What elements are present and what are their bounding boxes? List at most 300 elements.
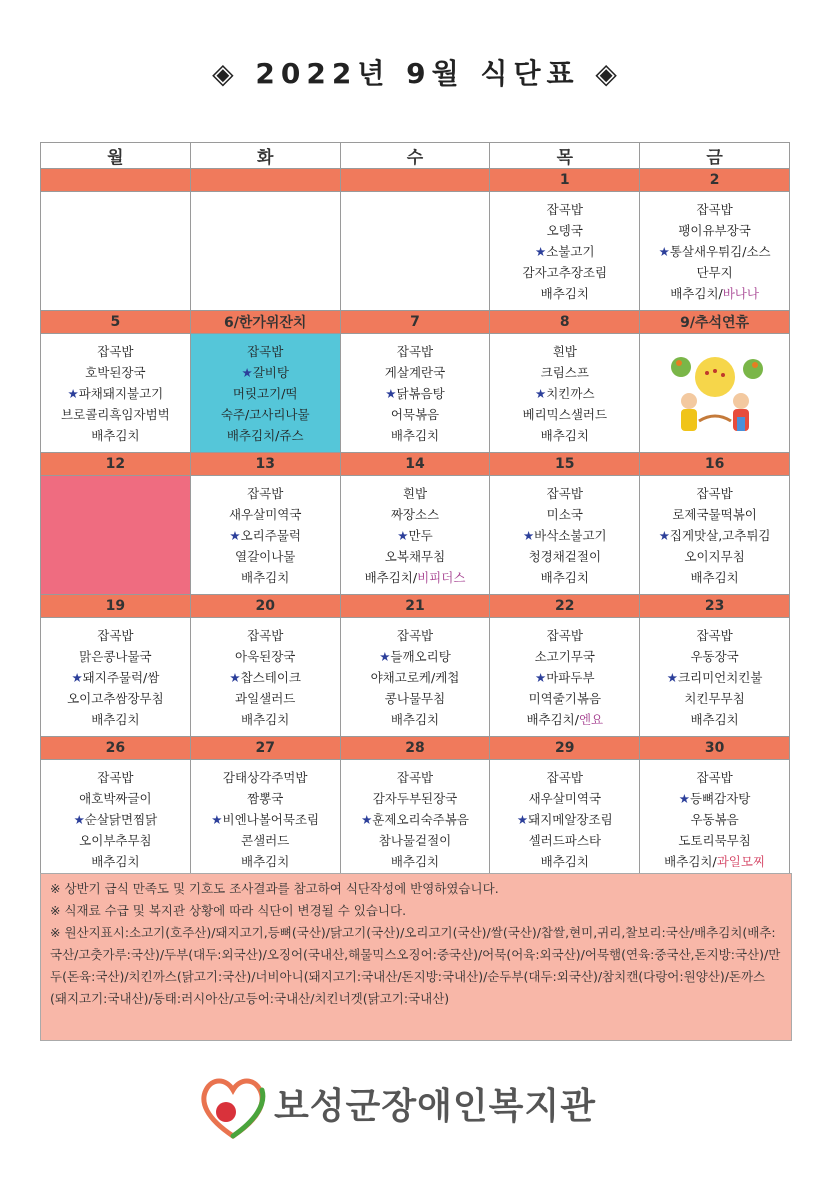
menu-cell [640,618,790,737]
menu-item-text: 잡곡밥 [696,485,733,501]
menu-item [640,646,789,667]
menu-item [490,788,639,809]
menu-item [341,788,490,809]
menu-item-text: 배추김치 [690,569,739,585]
menu-item-text: 훈제오리숙주볶음 [372,811,469,827]
menu-item-text: 야채고로케/케첩 [370,669,460,685]
menu-item-text: 잡곡밥 [546,627,583,643]
menu-item [490,383,639,404]
menu-cell [190,334,340,453]
menu-cell [190,476,340,595]
menu-item-text: 오뎅국 [546,222,583,238]
menu-item [490,425,639,446]
menu-item [191,504,340,525]
menu-cell [190,192,340,311]
menu-item-text: 청경채겉절이 [528,548,602,564]
date-cell: 15 [490,453,640,476]
menu-item [490,809,639,830]
date-cell: 30 [640,737,790,760]
menu-item-text: 돼지메알장조림 [528,811,613,827]
menu-cell [640,334,790,453]
menu-item [41,809,190,830]
star-icon: ★ [229,527,241,543]
heart-logo-icon [196,1072,270,1142]
menu-item-text: 오이지무침 [684,548,745,564]
menu-item-text: 잡곡밥 [396,343,434,359]
menu-item [191,567,340,588]
menu-item [490,709,639,730]
menu-item [341,688,490,709]
date-cell: 12 [41,453,191,476]
menu-item-text: 배추김치 [540,427,589,443]
date-cell: 7 [340,311,490,334]
menu-item-text: 호박된장국 [85,364,146,380]
menu-cell [340,476,490,595]
menu-item [191,646,340,667]
menu-item [41,625,190,646]
date-cell: 5 [41,311,191,334]
date-row [41,169,790,192]
menu-item-text: 로제국물떡볶이 [672,506,757,522]
menu-item-text: 소고기무국 [534,648,595,664]
menu-item [640,830,789,851]
menu-item [41,667,190,688]
date-cell: 13 [190,453,340,476]
page-title: ◈ 2022년 9월 식단표 ◈ [212,57,623,90]
menu-item [341,851,490,872]
date-cell: 27 [190,737,340,760]
menu-item [490,667,639,688]
menu-item-text: 팽이유부장국 [678,222,751,238]
menu-item-dessert: 비피더스 [417,569,466,585]
menu-item-text: 배추김치 [540,569,589,585]
menu-item-text: 파채돼지불고기 [78,385,164,401]
date-cell: 9/추석연휴 [640,311,790,334]
menu-item-dessert: 과일모찌 [716,853,765,869]
menu-item-text: 배추김치 [241,711,290,727]
menu-item [191,362,340,383]
menu-item-text: 잡곡밥 [247,485,284,501]
menu-item-text: 잡곡밥 [97,343,134,359]
menu-item-text: 미소국 [546,506,583,522]
menu-cell [490,476,640,595]
menu-item-text: 우동볶음 [690,811,739,827]
menu-item-text: 배추김치/쥬스 [226,427,304,443]
menu-item [640,567,789,588]
menu-item [41,404,190,425]
menu-item [41,341,190,362]
menu-item [191,788,340,809]
menu-item-text: 잡곡밥 [247,343,284,359]
menu-item-text: 배추김치/ [364,569,418,585]
menu-item-text: 배추김치 [241,569,290,585]
menu-item-text: 콩나물무침 [384,690,446,706]
menu-item-text: 치킨까스 [546,385,595,401]
star-icon: ★ [658,243,670,259]
menu-item [341,646,490,667]
menu-item-text: 오리주물럭 [240,527,301,543]
date-cell: 8 [490,311,640,334]
menu-item-text: 마파두부 [546,669,595,685]
menu-item [191,383,340,404]
menu-cell [190,760,340,879]
menu-item-text: 도토리묵무침 [678,832,751,848]
date-cell: 28 [340,737,490,760]
star-icon: ★ [522,527,535,543]
menu-item [41,646,190,667]
menu-item [341,667,490,688]
star-icon: ★ [379,648,391,664]
menu-cell [41,334,191,453]
menu-item [490,688,639,709]
menu-item [191,709,340,730]
menu-item [490,404,639,425]
menu-item [41,709,190,730]
date-cell: 2 [640,169,790,192]
date-cell: 1 [490,169,640,192]
date-cell: 21 [340,595,490,618]
menu-item [191,688,340,709]
menu-item [640,525,789,546]
menu-item-text: 새우살미역국 [228,506,302,522]
menu-item [490,241,639,262]
weekday-header: 수 [340,143,490,169]
menu-item-text: 통살새우튀김/소스 [669,243,771,259]
menu-item-text: 짬뽕국 [247,790,284,806]
menu-item-text: 배추김치/ [670,285,723,301]
star-icon: ★ [67,385,79,401]
menu-item [341,525,490,546]
org-name: 보성군장애인복지관 [274,1086,596,1127]
menu-item-text: 집게맛살,고추튀김 [669,527,771,543]
menu-item [41,830,190,851]
menu-item-text: 잡곡밥 [696,627,733,643]
star-icon: ★ [397,527,409,543]
menu-item-text: 어묵볶음 [390,406,440,422]
menu-item [640,667,789,688]
menu-item [640,283,789,304]
date-cell [41,169,191,192]
menu-item-text: 숙주/고사리나물 [220,406,310,422]
menu-cell [490,192,640,311]
menu-item-text: 배추김치 [91,427,140,443]
menu-item [341,362,490,383]
menu-cell [41,760,191,879]
menu-item [640,625,789,646]
menu-cell [340,334,490,453]
menu-item [640,709,789,730]
menu-item-text: 잡곡밥 [546,485,583,501]
menu-item [341,425,490,446]
menu-item [341,767,490,788]
menu-item-text: 맑은콩나물국 [79,648,152,664]
menu-item-text: 순살닭면찜닭 [84,811,158,827]
menu-item-text: 게살계란국 [384,364,446,380]
menu-item-text: 베리믹스샐러드 [522,406,608,422]
menu-item-text: 열갈이나물 [235,548,296,564]
weekday-header: 화 [190,143,340,169]
menu-item [490,362,639,383]
menu-item [490,830,639,851]
menu-item [341,709,490,730]
menu-item [490,546,639,567]
note-line: ※ 식재료 수급 및 복지관 상황에 따라 식단이 변경될 수 있습니다. [50,903,407,918]
menu-item [490,525,639,546]
date-cell: 6/한가위잔치 [190,311,340,334]
menu-item-text: 감자고추장조림 [522,264,608,280]
menu-item-text: 크림스프 [540,364,589,380]
menu-item [490,283,639,304]
menu-item [640,767,789,788]
menu-item [640,688,789,709]
menu-item [41,362,190,383]
menu-item-text: 단무지 [696,264,733,280]
menu-item-text: 흰밥 [402,485,428,501]
menu-row [41,192,790,311]
menu-item-text: 우동장국 [690,648,739,664]
menu-item-text: 머릿고기/떡 [232,385,298,401]
date-cell [340,169,490,192]
menu-item [341,504,490,525]
menu-item [490,567,639,588]
menu-row [41,334,790,453]
menu-item-text: 감자두부된장국 [372,790,458,806]
menu-item [640,788,789,809]
menu-item-text: 배추김치 [91,711,140,727]
menu-item-text: 과일샐러드 [235,690,296,706]
star-icon: ★ [73,811,85,827]
menu-item-text: 등뼈감자탕 [690,790,751,806]
menu-item-text: 잡곡밥 [696,201,733,217]
menu-item [640,241,789,262]
menu-item-text: 소불고기 [546,243,595,259]
menu-item-text: 만두 [408,527,433,543]
menu-item-text: 참나물겉절이 [378,832,452,848]
menu-item-text: 찹스테이크 [240,669,301,685]
menu-calendar-table [40,142,790,879]
weekday-header-row [41,143,790,169]
date-cell: 19 [41,595,191,618]
menu-item-text: 비엔나볼어묵조림 [222,811,320,827]
menu-item [640,504,789,525]
menu-item [191,625,340,646]
date-cell: 23 [640,595,790,618]
menu-item-text: 오복채무침 [384,548,446,564]
menu-item-text: 돼지주물럭/쌈 [82,669,160,685]
menu-item [41,383,190,404]
menu-item-text: 배추김치/ [664,853,717,869]
note-line: ※ 상반기 급식 만족도 및 기호도 조사결과를 참고하여 식단작성에 반영하였습니다. [50,881,499,896]
weekday-header: 월 [41,143,191,169]
menu-item [490,646,639,667]
menu-item [41,851,190,872]
star-icon: ★ [535,385,547,401]
menu-cell [340,192,490,311]
menu-item-text: 배추김치 [390,711,440,727]
menu-item [191,667,340,688]
menu-item [341,830,490,851]
star-icon: ★ [535,243,547,259]
menu-item-text: 잡곡밥 [97,627,134,643]
menu-item [191,546,340,567]
menu-item [640,262,789,283]
menu-item-text: 잡곡밥 [396,627,434,643]
menu-item [490,341,639,362]
weekday-header: 금 [640,143,790,169]
menu-item [341,625,490,646]
menu-item [640,851,789,872]
menu-item-text: 배추김치 [241,853,290,869]
menu-item-text: 오이부추무침 [79,832,152,848]
menu-item-text: 크리미언치킨불 [677,669,763,685]
date-row [41,595,790,618]
menu-item [191,830,340,851]
menu-cell [640,192,790,311]
menu-cell [41,476,191,595]
star-icon: ★ [241,364,253,380]
menu-item [191,767,340,788]
menu-item-text: 치킨무무침 [684,690,745,706]
menu-item-text: 들깨오리탕 [390,648,451,664]
menu-item [640,546,789,567]
menu-item-text: 바삭소불고기 [534,527,607,543]
menu-cell [640,760,790,879]
star-icon: ★ [71,669,83,685]
menu-item [341,341,490,362]
menu-row [41,618,790,737]
menu-item-dessert: 엔요 [578,711,604,727]
star-icon: ★ [516,811,529,827]
menu-item-text: 잡곡밥 [546,769,583,785]
menu-cell [41,618,191,737]
menu-item [341,483,490,504]
chuseok-holiday-illustration [655,351,775,435]
menu-item-text: 잡곡밥 [97,769,134,785]
date-cell: 20 [190,595,340,618]
menu-item-text: 배추김치 [690,711,739,727]
menu-item-text: 콘샐러드 [241,832,290,848]
menu-item-text: 잡곡밥 [247,627,284,643]
menu-item [341,567,490,588]
menu-cell [190,618,340,737]
menu-item-text: 배추김치 [390,853,440,869]
menu-item [191,525,340,546]
menu-cell [640,476,790,595]
star-icon: ★ [666,669,678,685]
date-cell: 29 [490,737,640,760]
menu-item [490,767,639,788]
menu-item [490,625,639,646]
menu-item [191,809,340,830]
menu-item [41,425,190,446]
menu-item-text: 셀러드파스타 [528,832,602,848]
menu-item-text: 감태상각주먹밥 [222,769,308,785]
menu-cell [41,192,191,311]
menu-item-text: 흰밥 [552,343,577,359]
menu-item [490,483,639,504]
weekday-header: 목 [490,143,640,169]
menu-cell [340,618,490,737]
menu-item [490,199,639,220]
date-row [41,453,790,476]
menu-item-text: 아욱된장국 [235,648,296,664]
menu-item [41,767,190,788]
menu-cell [490,334,640,453]
star-icon: ★ [658,527,670,543]
menu-item [191,341,340,362]
menu-item [341,404,490,425]
menu-cell [340,760,490,879]
date-row [41,311,790,334]
menu-item-text: 잡곡밥 [396,769,434,785]
star-icon: ★ [535,669,547,685]
menu-item-text: 배추김치 [540,853,589,869]
menu-item [490,851,639,872]
menu-item-text: 애호박짜글이 [79,790,152,806]
note-line: ※ 원산지표시:소고기(호주산)/돼지고기,등뼈(국산)/닭고기(국산)/오리고기(국산)/쌀(국산)/찹쌀,현미,귀리,찰보리:국산/배추김치(배추:국산/고춧가루:국산)/두부(대두:외국산)/오징어(국내산,해물믹스오징어:중국산)/어묵(어육:외국산)/어묵햄(연육:중국산,돈지방:국산)/만두(돈육:국산)/치킨까스(닭고기:국산)/너비아니(돼지고기:국내산/돈지방:국내산)/순두부(대두:외국산)/참치캔(다랑어:원양산)/돈까스(돼지고기:국내산)/동태:러시아산/고등어:국내산/치킨너겟(닭고기:국내산) [50,925,781,1006]
menu-item-text: 잡곡밥 [546,201,583,217]
menu-item [341,546,490,567]
menu-item [490,262,639,283]
menu-cell [490,760,640,879]
menu-item-text: 배추김치 [540,285,589,301]
menu-item [191,425,340,446]
menu-item [640,483,789,504]
menu-item [490,220,639,241]
menu-item [341,809,490,830]
menu-cell [490,618,640,737]
menu-item-dessert: 바나나 [722,285,759,301]
menu-item-text: 배추김치 [390,427,440,443]
star-icon: ★ [229,669,241,685]
star-icon: ★ [361,811,373,827]
menu-item [341,383,490,404]
menu-item [191,483,340,504]
menu-item-text: 짜장소스 [390,506,440,522]
menu-item-text: 잡곡밥 [696,769,733,785]
menu-item-text: 배추김치 [91,853,140,869]
menu-item-text: 브로콜리흑임자범벅 [61,406,170,422]
menu-item-text: 갈비탕 [252,364,289,380]
star-icon: ★ [211,811,223,827]
menu-item [640,199,789,220]
menu-item [191,851,340,872]
menu-item-text: 배추김치/ [526,711,579,727]
menu-item [490,504,639,525]
date-cell [190,169,340,192]
date-row [41,737,790,760]
star-icon: ★ [385,385,397,401]
notes-box [40,873,792,1041]
menu-item [41,788,190,809]
menu-row [41,476,790,595]
menu-item [191,404,340,425]
menu-item-text: 오이고추쌈장무침 [67,690,164,706]
date-cell: 14 [340,453,490,476]
date-cell: 22 [490,595,640,618]
date-cell: 26 [41,737,191,760]
footer [196,1066,656,1146]
menu-row [41,760,790,879]
menu-item [41,688,190,709]
menu-item [640,809,789,830]
menu-item [640,220,789,241]
date-cell: 16 [640,453,790,476]
menu-item-text: 미역줄기볶음 [528,690,602,706]
menu-item-text: 닭볶음탕 [396,385,445,401]
menu-item-text: 새우살미역국 [528,790,602,806]
star-icon: ★ [678,790,690,806]
